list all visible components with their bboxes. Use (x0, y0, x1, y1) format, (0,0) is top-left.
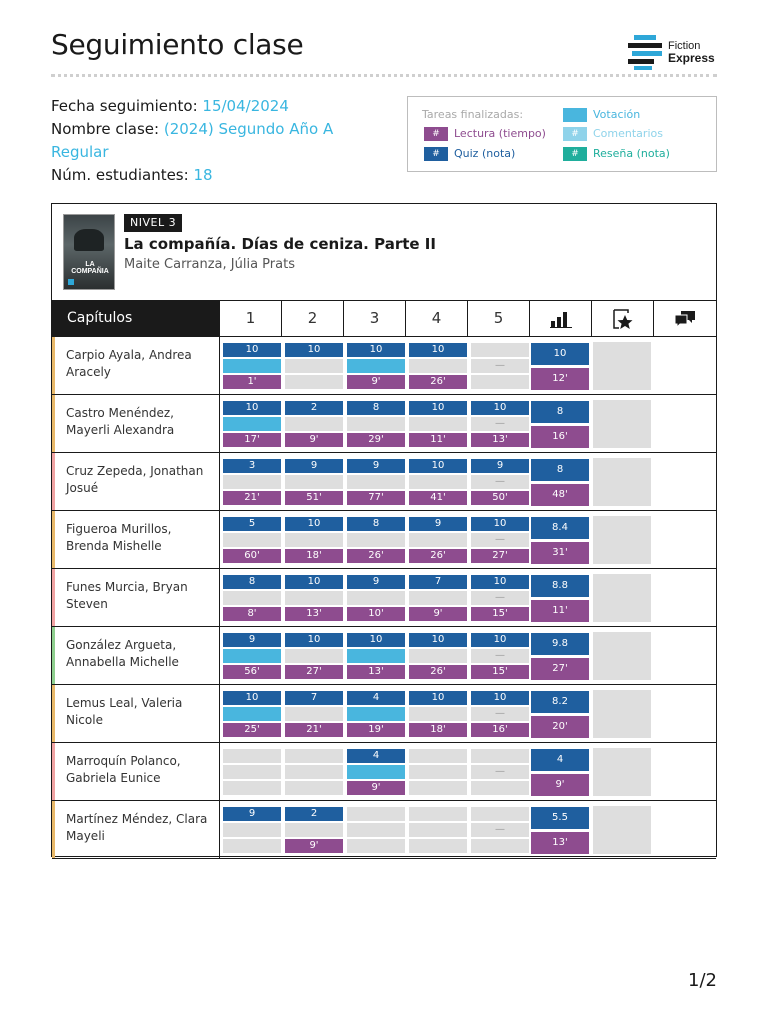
student-status-stripe (52, 801, 55, 858)
quiz-score-cell (285, 749, 343, 763)
vote-cell (347, 707, 405, 721)
column-divider (219, 685, 220, 742)
comments-icon (673, 309, 697, 329)
review-empty-cell (593, 342, 651, 390)
reading-time-cell: 29' (347, 433, 405, 447)
reading-time-cell (409, 781, 467, 795)
date-value: 15/04/2024 (202, 97, 289, 115)
reading-time-cell: 27' (285, 665, 343, 679)
vote-cell (223, 823, 281, 837)
student-status-stripe (52, 743, 55, 800)
quiz-score-cell: 10 (471, 517, 529, 531)
student-row (52, 337, 716, 395)
quiz-score-cell: 10 (223, 691, 281, 705)
average-score: 8.2 (531, 691, 589, 713)
average-reading-time: 12' (531, 368, 589, 390)
vote-cell (347, 475, 405, 489)
review-empty-cell (593, 400, 651, 448)
vote-cell (285, 649, 343, 663)
reading-time-cell: 21' (223, 491, 281, 505)
average-reading-time: 27' (531, 658, 589, 680)
logo-mark-icon (628, 35, 664, 71)
vote-cell (347, 533, 405, 547)
average-reading-time: 13' (531, 832, 589, 854)
class-info (51, 95, 371, 187)
average-score: 8 (531, 459, 589, 481)
reading-time-cell (471, 375, 529, 389)
reading-time-cell (223, 839, 281, 853)
page-number: 1/2 (688, 970, 717, 991)
quiz-score-cell: 10 (471, 401, 529, 415)
reading-time-cell: 26' (409, 665, 467, 679)
chapter-col-2: 2 (281, 301, 343, 336)
student-status-stripe (52, 337, 55, 394)
column-divider (219, 627, 220, 684)
reading-time-cell: 26' (409, 549, 467, 563)
quiz-score-cell: 5 (223, 517, 281, 531)
reading-time-cell: 9' (347, 781, 405, 795)
vote-cell (347, 823, 405, 837)
quiz-score-cell: 4 (347, 691, 405, 705)
reading-time-cell: 15' (471, 607, 529, 621)
student-name: Cruz Zepeda, Jonathan Josué (66, 464, 204, 495)
book-authors: Maite Carranza, Júlia Prats (124, 257, 295, 272)
fiction-express-logo (628, 35, 723, 71)
average-bars-icon (550, 310, 572, 328)
vote-cell (223, 765, 281, 779)
legend-swatch: # (424, 127, 448, 141)
dotted-divider (51, 74, 717, 77)
student-row (52, 627, 716, 685)
legend-label: Quiz (nota) (454, 147, 516, 160)
quiz-score-cell: 10 (409, 691, 467, 705)
legend-label: Reseña (nota) (593, 147, 670, 160)
quiz-score-cell: 10 (409, 401, 467, 415)
column-divider (219, 511, 220, 568)
student-row (52, 743, 716, 801)
quiz-score-cell: 3 (223, 459, 281, 473)
legend-title: Tareas finalizadas: (422, 108, 524, 121)
quiz-score-cell: 10 (347, 633, 405, 647)
legend-swatch: # (563, 147, 587, 161)
student-name: Martínez Méndez, Clara Mayeli (66, 812, 208, 843)
vote-cell (409, 591, 467, 605)
chapters-header: Capítulos (52, 301, 219, 336)
vote-cell (285, 359, 343, 373)
vote-cell (347, 417, 405, 431)
vote-cell (347, 649, 405, 663)
quiz-score-cell: 10 (471, 633, 529, 647)
quiz-score-cell (347, 807, 405, 821)
quiz-score-cell: 10 (223, 401, 281, 415)
average-score: 8.4 (531, 517, 589, 539)
vote-cell (285, 417, 343, 431)
student-row (52, 395, 716, 453)
average-score: 8 (531, 401, 589, 423)
student-name: Figueroa Murillos, Brenda Mishelle (66, 522, 172, 553)
reading-time-cell: 9' (285, 839, 343, 853)
logo-word-express: Express (668, 51, 715, 65)
student-status-stripe (52, 511, 55, 568)
vote-cell: — (471, 533, 529, 547)
quiz-score-cell: 9 (347, 575, 405, 589)
vote-cell (285, 533, 343, 547)
vote-cell: — (471, 475, 529, 489)
reading-time-cell: 16' (471, 723, 529, 737)
reading-time-cell (347, 839, 405, 853)
date-line (51, 95, 371, 118)
quiz-score-cell: 9 (409, 517, 467, 531)
level-badge: NIVEL 3 (124, 214, 182, 232)
legend-label: Votación (593, 108, 641, 121)
quiz-score-cell (471, 807, 529, 821)
vote-cell (285, 765, 343, 779)
review-empty-cell (593, 806, 651, 854)
reading-time-cell (409, 839, 467, 853)
column-divider (219, 569, 220, 626)
quiz-score-cell (471, 343, 529, 357)
quiz-score-cell: 10 (471, 575, 529, 589)
quiz-score-cell (409, 807, 467, 821)
vote-cell (347, 359, 405, 373)
quiz-score-cell (223, 749, 281, 763)
reading-time-cell: 26' (409, 375, 467, 389)
class-label: Nombre clase: (51, 120, 160, 138)
reading-time-cell: 26' (347, 549, 405, 563)
vote-cell (223, 359, 281, 373)
book-title: La compañía. Días de ceniza. Parte II (124, 235, 436, 253)
quiz-score-cell: 2 (285, 807, 343, 821)
vote-cell (409, 475, 467, 489)
average-col (529, 301, 591, 336)
vote-cell (285, 823, 343, 837)
vote-cell (347, 765, 405, 779)
quiz-score-cell: 7 (409, 575, 467, 589)
review-empty-cell (593, 458, 651, 506)
review-empty-cell (593, 632, 651, 680)
column-divider (219, 337, 220, 394)
reading-time-cell (285, 781, 343, 795)
report-table (51, 203, 717, 857)
reading-time-cell: 10' (347, 607, 405, 621)
logo-word-fiction: Fiction (668, 40, 701, 52)
student-row (52, 685, 716, 743)
column-divider (219, 395, 220, 452)
average-reading-time: 31' (531, 542, 589, 564)
reading-time-cell: 27' (471, 549, 529, 563)
quiz-score-cell: 8 (347, 517, 405, 531)
reading-time-cell: 56' (223, 665, 281, 679)
reading-time-cell (285, 375, 343, 389)
vote-cell (347, 591, 405, 605)
student-row (52, 569, 716, 627)
quiz-score-cell: 10 (409, 633, 467, 647)
student-name: Castro Menéndez, Mayerli Alexandra (66, 406, 175, 437)
legend-label: Comentarios (593, 127, 663, 140)
student-name: Funes Murcia, Bryan Steven (66, 580, 188, 611)
reading-time-cell: 9' (347, 375, 405, 389)
quiz-score-cell: 9 (285, 459, 343, 473)
chapter-col-4: 4 (405, 301, 467, 336)
reading-time-cell: 18' (285, 549, 343, 563)
reading-time-cell: 13' (285, 607, 343, 621)
student-row (52, 511, 716, 569)
quiz-score-cell: 10 (285, 343, 343, 357)
quiz-score-cell: 4 (347, 749, 405, 763)
legend-swatch: # (424, 147, 448, 161)
vote-cell (409, 823, 467, 837)
average-reading-time: 16' (531, 426, 589, 448)
class-value: (2024) Segundo Año A Regular (51, 120, 334, 161)
average-score: 5.5 (531, 807, 589, 829)
vote-cell (409, 649, 467, 663)
student-name: Carpio Ayala, Andrea Aracely (66, 348, 192, 379)
reading-time-cell: 13' (471, 433, 529, 447)
reading-time-cell: 17' (223, 433, 281, 447)
reading-time-cell: 21' (285, 723, 343, 737)
reading-time-cell: 25' (223, 723, 281, 737)
average-reading-time: 9' (531, 774, 589, 796)
legend-swatch (563, 108, 587, 122)
quiz-score-cell: 8 (223, 575, 281, 589)
vote-cell (409, 359, 467, 373)
student-row (52, 453, 716, 511)
reading-time-cell (471, 839, 529, 853)
reading-time-cell: 50' (471, 491, 529, 505)
student-status-stripe (52, 395, 55, 452)
legend-swatch: # (563, 127, 587, 141)
column-divider (219, 453, 220, 510)
star-review-icon (612, 308, 634, 330)
quiz-score-cell: 10 (347, 343, 405, 357)
students-label: Núm. estudiantes: (51, 166, 189, 184)
reading-time-cell: 41' (409, 491, 467, 505)
students-line (51, 164, 371, 187)
average-score: 10 (531, 343, 589, 365)
date-label: Fecha seguimiento: (51, 97, 198, 115)
vote-cell: — (471, 417, 529, 431)
reading-time-cell: 9' (285, 433, 343, 447)
quiz-score-cell: 10 (285, 517, 343, 531)
reading-time-cell: 9' (409, 607, 467, 621)
average-score: 8.8 (531, 575, 589, 597)
reading-time-cell: 51' (285, 491, 343, 505)
reading-time-cell: 60' (223, 549, 281, 563)
reading-time-cell: 13' (347, 665, 405, 679)
chapter-col-3: 3 (343, 301, 405, 336)
vote-cell: — (471, 765, 529, 779)
average-reading-time: 48' (531, 484, 589, 506)
vote-cell (409, 417, 467, 431)
student-name: Marroquín Polanco, Gabriela Eunice (66, 754, 181, 785)
reading-time-cell: 77' (347, 491, 405, 505)
quiz-score-cell: 10 (223, 343, 281, 357)
reading-time-cell: 11' (409, 433, 467, 447)
quiz-score-cell: 9 (223, 807, 281, 821)
column-divider (219, 801, 220, 858)
reading-time-cell (471, 781, 529, 795)
vote-cell: — (471, 591, 529, 605)
vote-cell (223, 707, 281, 721)
quiz-score-cell: 8 (347, 401, 405, 415)
quiz-score-cell: 9 (471, 459, 529, 473)
average-score: 9.8 (531, 633, 589, 655)
student-status-stripe (52, 627, 55, 684)
review-empty-cell (593, 690, 651, 738)
page-title: Seguimiento clase (51, 28, 304, 61)
cover-title: LA COMPAÑIA (71, 261, 109, 275)
reading-time-cell (223, 781, 281, 795)
average-reading-time: 11' (531, 600, 589, 622)
quiz-score-cell: 10 (409, 459, 467, 473)
vote-cell: — (471, 359, 529, 373)
review-empty-cell (593, 574, 651, 622)
book-cover-image (63, 214, 115, 290)
quiz-score-cell: 7 (285, 691, 343, 705)
comments-col (653, 301, 716, 336)
quiz-score-cell: 9 (347, 459, 405, 473)
average-reading-time: 20' (531, 716, 589, 738)
legend-box (407, 96, 717, 172)
quiz-score-cell: 10 (285, 633, 343, 647)
quiz-score-cell: 9 (223, 633, 281, 647)
table-header (52, 300, 716, 337)
vote-cell (223, 649, 281, 663)
review-empty-cell (593, 516, 651, 564)
reading-time-cell: 19' (347, 723, 405, 737)
average-score: 4 (531, 749, 589, 771)
students-value: 18 (193, 166, 213, 184)
vote-cell (285, 591, 343, 605)
quiz-score-cell (409, 749, 467, 763)
reading-time-cell: 1' (223, 375, 281, 389)
quiz-score-cell: 10 (285, 575, 343, 589)
column-divider (219, 743, 220, 800)
chapter-col-1: 1 (219, 301, 281, 336)
quiz-score-cell (471, 749, 529, 763)
vote-cell (223, 417, 281, 431)
vote-cell: — (471, 649, 529, 663)
review-col (591, 301, 653, 336)
student-status-stripe (52, 685, 55, 742)
vote-cell (409, 533, 467, 547)
reading-time-cell: 8' (223, 607, 281, 621)
reading-time-cell: 18' (409, 723, 467, 737)
vote-cell (223, 533, 281, 547)
vote-cell (409, 765, 467, 779)
vote-cell (285, 707, 343, 721)
student-row (52, 801, 716, 859)
class-line (51, 118, 371, 164)
vote-cell: — (471, 707, 529, 721)
review-empty-cell (593, 748, 651, 796)
quiz-score-cell: 10 (471, 691, 529, 705)
quiz-score-cell: 2 (285, 401, 343, 415)
student-status-stripe (52, 569, 55, 626)
student-name: Lemus Leal, Valeria Nicole (66, 696, 183, 727)
vote-cell (409, 707, 467, 721)
vote-cell (223, 591, 281, 605)
vote-cell (285, 475, 343, 489)
legend-label: Lectura (tiempo) (454, 127, 546, 140)
student-name: González Argueta, Annabella Michelle (66, 638, 179, 669)
quiz-score-cell: 10 (409, 343, 467, 357)
vote-cell (223, 475, 281, 489)
vote-cell: — (471, 823, 529, 837)
student-status-stripe (52, 453, 55, 510)
reading-time-cell: 15' (471, 665, 529, 679)
chapter-col-5: 5 (467, 301, 529, 336)
